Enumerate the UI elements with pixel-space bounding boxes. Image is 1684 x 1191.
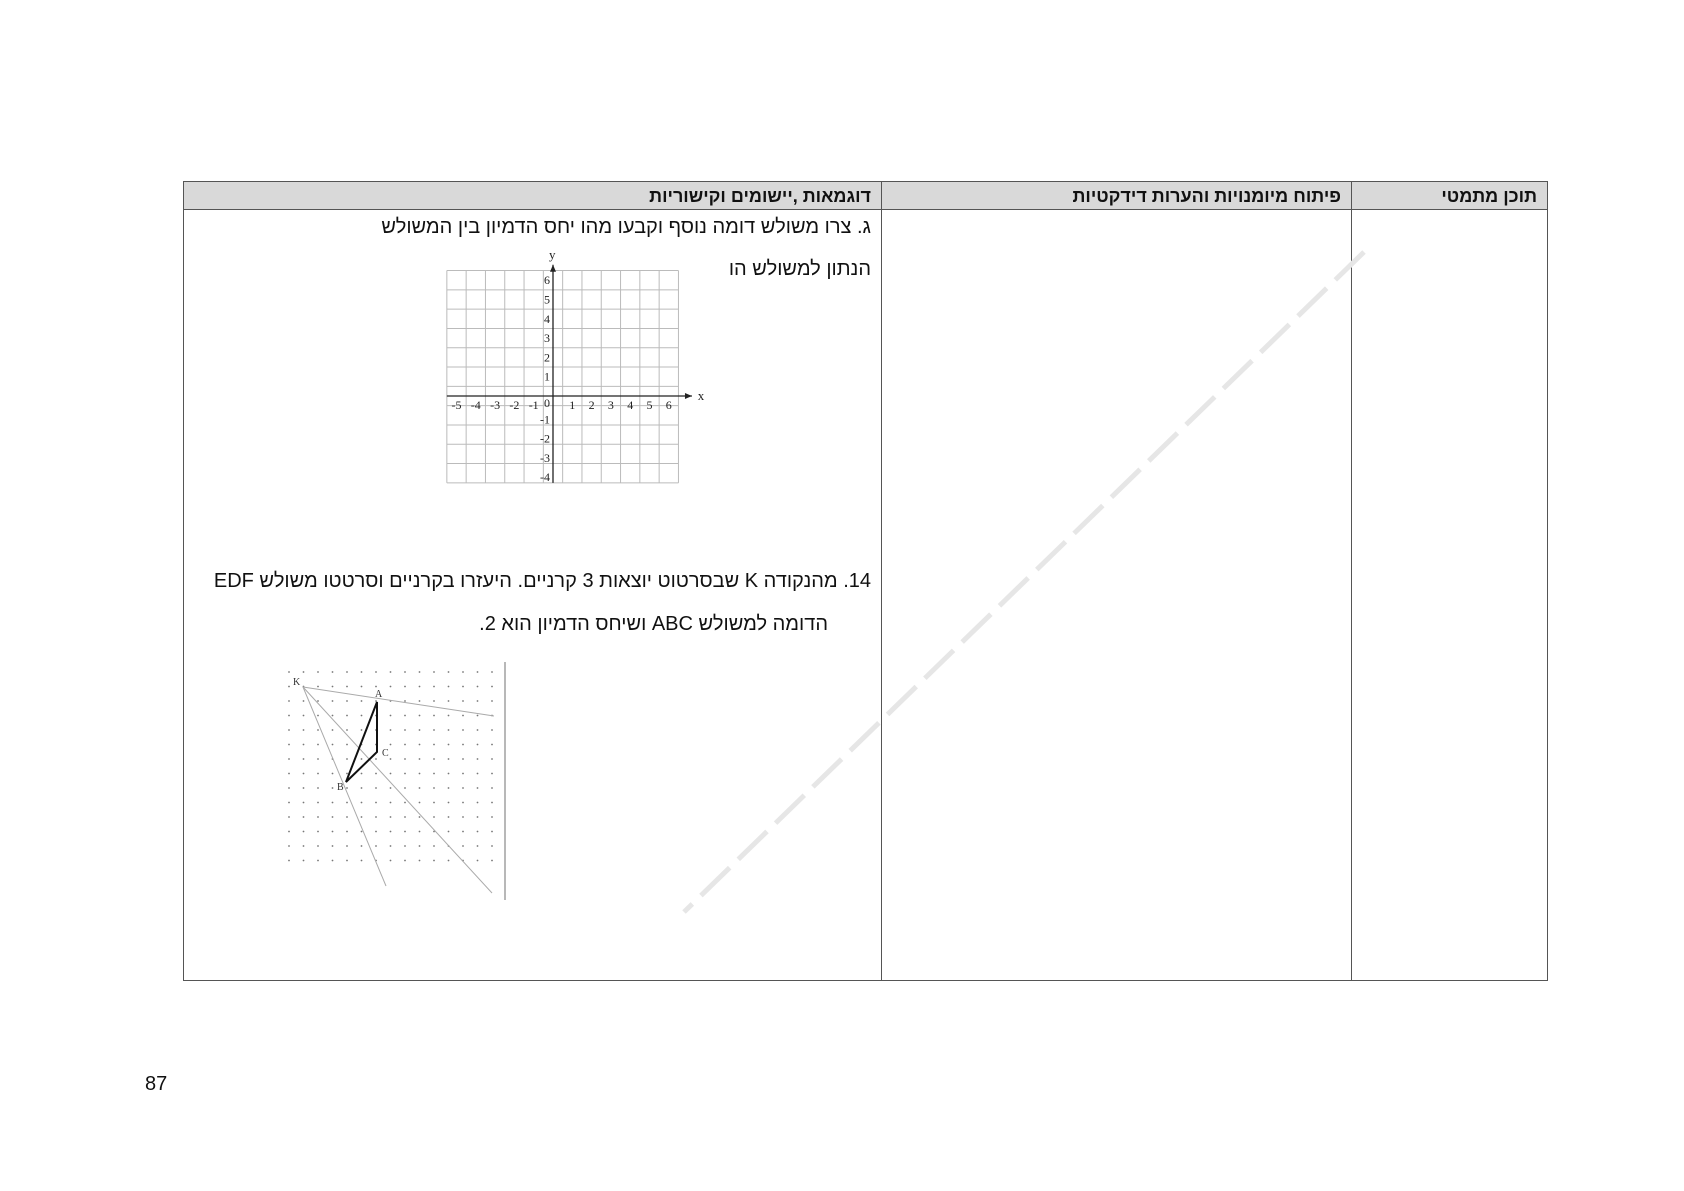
grid-dot — [404, 744, 406, 746]
grid-dot — [433, 860, 435, 862]
grid-dot — [332, 715, 334, 717]
header-skills: פיתוח מיומנויות והערות דידקטיות — [1072, 186, 1341, 206]
grid-dot — [404, 787, 406, 789]
grid-dot — [361, 758, 363, 760]
grid-dot — [288, 787, 290, 789]
x-tick-label: 6 — [665, 398, 672, 412]
x-tick-label: -2 — [509, 398, 520, 412]
grid-dot — [462, 845, 464, 847]
grid-dot — [375, 700, 377, 702]
grid-dot — [477, 860, 479, 862]
grid-dot — [288, 831, 290, 833]
x-tick-label: -4 — [470, 398, 481, 412]
grid-dot — [448, 773, 450, 775]
grid-dot — [346, 715, 348, 717]
grid-dot — [462, 671, 464, 673]
grid-dot — [317, 686, 319, 688]
x-tick-label: 5 — [646, 398, 653, 412]
grid-dot — [390, 831, 392, 833]
grid-dot — [390, 729, 392, 731]
y-tick-label: 2 — [544, 350, 550, 365]
grid-dot — [419, 816, 421, 818]
grid-dot — [433, 729, 435, 731]
grid-dot — [346, 700, 348, 702]
grid-dot — [332, 671, 334, 673]
grid-dot — [317, 744, 319, 746]
grid-dot — [346, 758, 348, 760]
grid-dot — [448, 816, 450, 818]
grid-dot — [332, 845, 334, 847]
grid-dot — [477, 744, 479, 746]
header-examples: דוגמאות ,יישומים וקישוריות — [649, 186, 871, 206]
grid-dot — [346, 802, 348, 804]
grid-dot — [404, 845, 406, 847]
grid-dot — [390, 787, 392, 789]
ray-2 — [303, 687, 492, 893]
grid-dot — [361, 802, 363, 804]
grid-dot — [303, 758, 305, 760]
y-tick-label: 4 — [544, 311, 550, 326]
grid-dot — [433, 816, 435, 818]
grid-dot — [477, 773, 479, 775]
grid-dot — [477, 816, 479, 818]
grid-dot — [390, 671, 392, 673]
grid-dot — [361, 831, 363, 833]
grid-dot — [303, 860, 305, 862]
ray-1 — [303, 687, 494, 716]
y-tick-label: -3 — [540, 450, 550, 465]
grid-dot — [448, 758, 450, 760]
grid-dot — [404, 773, 406, 775]
grid-dot — [317, 860, 319, 862]
grid-dot — [332, 700, 334, 702]
grid-dot — [462, 744, 464, 746]
grid-dot — [346, 831, 348, 833]
x-tick-label: -3 — [490, 398, 501, 412]
x-tick-label: -5 — [451, 398, 462, 412]
exercise-g-line2: הנתון למשולש הו — [728, 258, 871, 280]
grid-dot — [419, 802, 421, 804]
watermark-line — [484, 232, 1384, 932]
grid-dot — [390, 773, 392, 775]
exercise-14-line1: 14. מהנקודה K שבסרטוט יוצאות 3 קרניים. היעזרו בקרניים וסרטטו משולש EDF — [213, 570, 871, 592]
x-tick-label: 4 — [627, 398, 634, 412]
grid-dot — [317, 671, 319, 673]
grid-dot — [462, 802, 464, 804]
grid-dot — [433, 845, 435, 847]
page-number: 87 — [145, 1073, 168, 1095]
grid-dot — [462, 729, 464, 731]
grid-dot — [390, 802, 392, 804]
grid-dot — [419, 671, 421, 673]
x-tick-label: 3 — [607, 398, 614, 412]
grid-dot — [404, 671, 406, 673]
grid-dot — [462, 700, 464, 702]
grid-dot — [303, 773, 305, 775]
grid-dot — [332, 773, 334, 775]
grid-dot — [288, 715, 290, 717]
grid-dot — [303, 845, 305, 847]
grid-dot — [346, 860, 348, 862]
label-c: C — [382, 748, 389, 759]
triangle-abc — [346, 702, 377, 782]
grid-dot — [288, 773, 290, 775]
grid-dot — [317, 831, 319, 833]
grid-dot — [477, 787, 479, 789]
grid-dot — [303, 700, 305, 702]
grid-dot — [317, 787, 319, 789]
grid-dot — [375, 816, 377, 818]
grid-dot — [433, 700, 435, 702]
grid-dot — [317, 816, 319, 818]
grid-dot — [462, 816, 464, 818]
grid-dot — [303, 802, 305, 804]
exercise-g-line1: ג. צרו משולש דומה נוסף וקבעו מהו יחס הדמיון בין המשולש — [381, 216, 871, 238]
grid-dot — [361, 773, 363, 775]
dot-lattice — [288, 671, 493, 861]
grid-dot — [404, 758, 406, 760]
exercise-14-line2: הדומה למשולש ABC ושיחס הדמיון הוא 2. — [479, 613, 828, 635]
grid-dot — [288, 744, 290, 746]
grid-dot — [375, 758, 377, 760]
grid-dot — [332, 787, 334, 789]
grid-dot — [375, 787, 377, 789]
grid-dot — [288, 860, 290, 862]
grid-dot — [317, 715, 319, 717]
grid-dot — [419, 700, 421, 702]
grid-dot — [448, 700, 450, 702]
grid-dot — [361, 787, 363, 789]
grid-dot — [303, 744, 305, 746]
grid-dot — [361, 845, 363, 847]
label-a: A — [375, 689, 383, 700]
y-axis-label: y — [549, 246, 556, 262]
grid-dot — [390, 744, 392, 746]
grid-dot — [303, 816, 305, 818]
grid-dot — [404, 831, 406, 833]
grid-dot — [419, 715, 421, 717]
grid-dot — [361, 700, 363, 702]
grid-dot — [477, 845, 479, 847]
grid-dot — [317, 700, 319, 702]
label-b: B — [337, 782, 344, 793]
grid-dot — [288, 802, 290, 804]
grid-dot — [332, 729, 334, 731]
grid-dot — [477, 671, 479, 673]
grid-dot — [433, 787, 435, 789]
ray-3 — [303, 687, 386, 886]
grid-dot — [419, 773, 421, 775]
grid-dot — [462, 787, 464, 789]
grid-dot — [332, 802, 334, 804]
grid-dot — [361, 729, 363, 731]
grid-dot — [303, 787, 305, 789]
grid-dot — [317, 773, 319, 775]
grid-dot — [346, 686, 348, 688]
grid-dot — [433, 802, 435, 804]
x-tick-label: -1 — [528, 398, 539, 412]
grid-dot — [375, 671, 377, 673]
grid-dot — [419, 831, 421, 833]
grid-dot — [448, 671, 450, 673]
grid-dot — [346, 729, 348, 731]
grid-dot — [361, 860, 363, 862]
grid-dot — [462, 758, 464, 760]
grid-dot — [375, 773, 377, 775]
grid-dot — [448, 744, 450, 746]
grid-dot — [419, 845, 421, 847]
grid-dot — [448, 860, 450, 862]
grid-dot — [303, 715, 305, 717]
grid-dot — [477, 802, 479, 804]
grid-dot — [462, 773, 464, 775]
grid-dot — [346, 671, 348, 673]
grid-dot — [375, 686, 377, 688]
grid-dot — [303, 831, 305, 833]
grid-dot — [448, 729, 450, 731]
grid-dot — [390, 845, 392, 847]
grid-dot — [288, 671, 290, 673]
curriculum-table — [183, 181, 1548, 981]
y-tick-label: -4 — [540, 470, 550, 485]
grid-dot — [317, 758, 319, 760]
grid-dot — [346, 816, 348, 818]
grid-dot — [419, 744, 421, 746]
grid-dot — [477, 715, 479, 717]
grid-dot — [404, 802, 406, 804]
grid-dot — [419, 686, 421, 688]
grid-dot — [462, 831, 464, 833]
grid-dot — [303, 729, 305, 731]
grid-dot — [346, 744, 348, 746]
origin-label: 0 — [544, 396, 550, 410]
grid-dot — [375, 845, 377, 847]
grid-dot — [433, 671, 435, 673]
grid-dot — [433, 715, 435, 717]
grid-dot — [346, 773, 348, 775]
dot-grid-figure — [279, 662, 519, 902]
grid-dot — [477, 758, 479, 760]
grid-dot — [448, 715, 450, 717]
grid-dot — [419, 787, 421, 789]
grid-dot — [288, 758, 290, 760]
grid-dot — [462, 686, 464, 688]
label-k: K — [293, 677, 301, 688]
grid-dot — [477, 729, 479, 731]
grid-dot — [332, 816, 334, 818]
grid-dot — [404, 860, 406, 862]
grid-dot — [404, 715, 406, 717]
grid-dot — [375, 831, 377, 833]
grid-dot — [404, 700, 406, 702]
grid-dot — [332, 744, 334, 746]
grid-dot — [433, 744, 435, 746]
grid-dot — [390, 860, 392, 862]
grid-dot — [433, 758, 435, 760]
grid-dot — [390, 816, 392, 818]
grid-dot — [317, 802, 319, 804]
grid-dot — [477, 700, 479, 702]
grid-dot — [332, 860, 334, 862]
grid-dot — [477, 686, 479, 688]
y-tick-label: 3 — [544, 331, 550, 346]
grid-dot — [361, 715, 363, 717]
grid-dot — [419, 729, 421, 731]
grid-dot — [448, 802, 450, 804]
grid-dot — [404, 816, 406, 818]
grid-dot — [390, 758, 392, 760]
grid-dot — [317, 729, 319, 731]
grid-dot — [361, 816, 363, 818]
grid-dot — [419, 860, 421, 862]
x-axis-label: x — [697, 388, 705, 403]
grid-dot — [419, 758, 421, 760]
grid-dot — [448, 831, 450, 833]
grid-dot — [462, 715, 464, 717]
y-tick-label: -2 — [540, 431, 550, 446]
y-tick-label: -1 — [540, 412, 550, 427]
grid-dot — [332, 831, 334, 833]
grid-dot — [346, 845, 348, 847]
grid-dot — [332, 686, 334, 688]
grid-dot — [288, 816, 290, 818]
grid-dot — [448, 686, 450, 688]
grid-dot — [433, 773, 435, 775]
y-tick-label: 1 — [544, 369, 550, 384]
x-tick-label: 1 — [569, 398, 576, 412]
grid-dot — [317, 845, 319, 847]
grid-dot — [346, 787, 348, 789]
y-tick-label: 6 — [544, 273, 550, 288]
grid-dot — [404, 686, 406, 688]
header-content: תוכן מתמטי — [1441, 186, 1537, 206]
y-tick-label: 5 — [544, 292, 550, 307]
grid-dot — [361, 686, 363, 688]
x-tick-label: 2 — [588, 398, 595, 412]
grid-dot — [448, 787, 450, 789]
grid-dot — [288, 845, 290, 847]
grid-dot — [288, 686, 290, 688]
grid-dot — [404, 729, 406, 731]
grid-dot — [433, 686, 435, 688]
grid-dot — [303, 671, 305, 673]
grid-dot — [477, 831, 479, 833]
grid-dot — [288, 700, 290, 702]
grid-dot — [390, 686, 392, 688]
grid-dot — [390, 715, 392, 717]
grid-dot — [375, 802, 377, 804]
grid-dot — [361, 671, 363, 673]
grid-dot — [288, 729, 290, 731]
